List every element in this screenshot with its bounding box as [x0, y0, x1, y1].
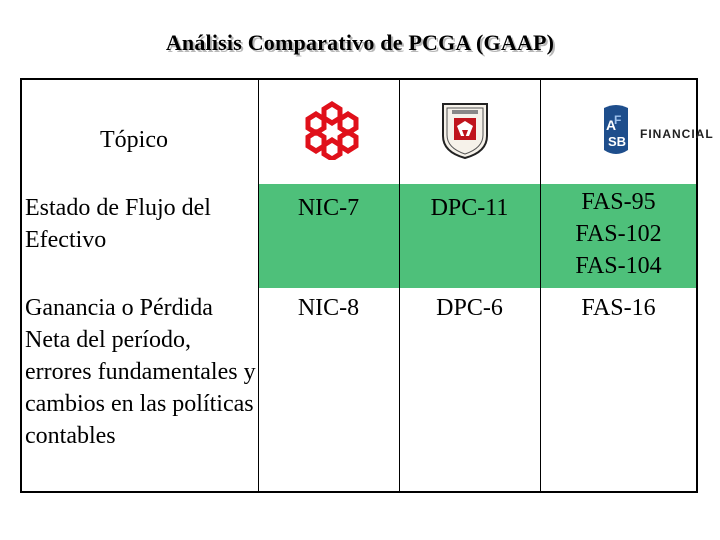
row-label-net-income: Ganancia o Pérdida Neta del período, errores fundamentales y cambios en las políticas contables	[25, 295, 256, 449]
table-border-bottom	[20, 491, 697, 493]
iasc-logo-icon	[303, 100, 361, 160]
dpc-code: DPC-11	[430, 195, 509, 221]
row-label-cash-flow: Estado de Flujo del Efectivo	[25, 195, 211, 253]
page-title: Análisis Comparativo de PCGA (GAAP)	[165, 30, 555, 55]
dpc-code: DPC-6	[436, 295, 503, 321]
topic-header: Tópico	[100, 127, 168, 153]
fas-codes	[540, 186, 697, 282]
fas-code: FAS-104	[575, 253, 662, 279]
table-border-left	[20, 78, 22, 493]
svg-text:FINANCIAL: FINANCIAL	[640, 127, 714, 141]
fas-code: FAS-102	[575, 221, 662, 247]
svg-text:A: A	[606, 117, 617, 133]
column-divider	[399, 78, 400, 493]
fas-code: FAS-95	[581, 189, 656, 215]
column-divider	[540, 78, 541, 493]
nic-code: NIC-7	[297, 195, 360, 221]
table-border-top	[20, 78, 697, 80]
mexican-institute-seal-icon	[440, 100, 490, 160]
column-divider	[258, 78, 259, 493]
svg-text:F: F	[614, 113, 622, 127]
fas-code: FAS-16	[581, 295, 656, 321]
svg-text:SB: SB	[608, 134, 627, 149]
nic-code: NIC-8	[297, 295, 360, 321]
fasb-logo-icon	[596, 102, 720, 160]
